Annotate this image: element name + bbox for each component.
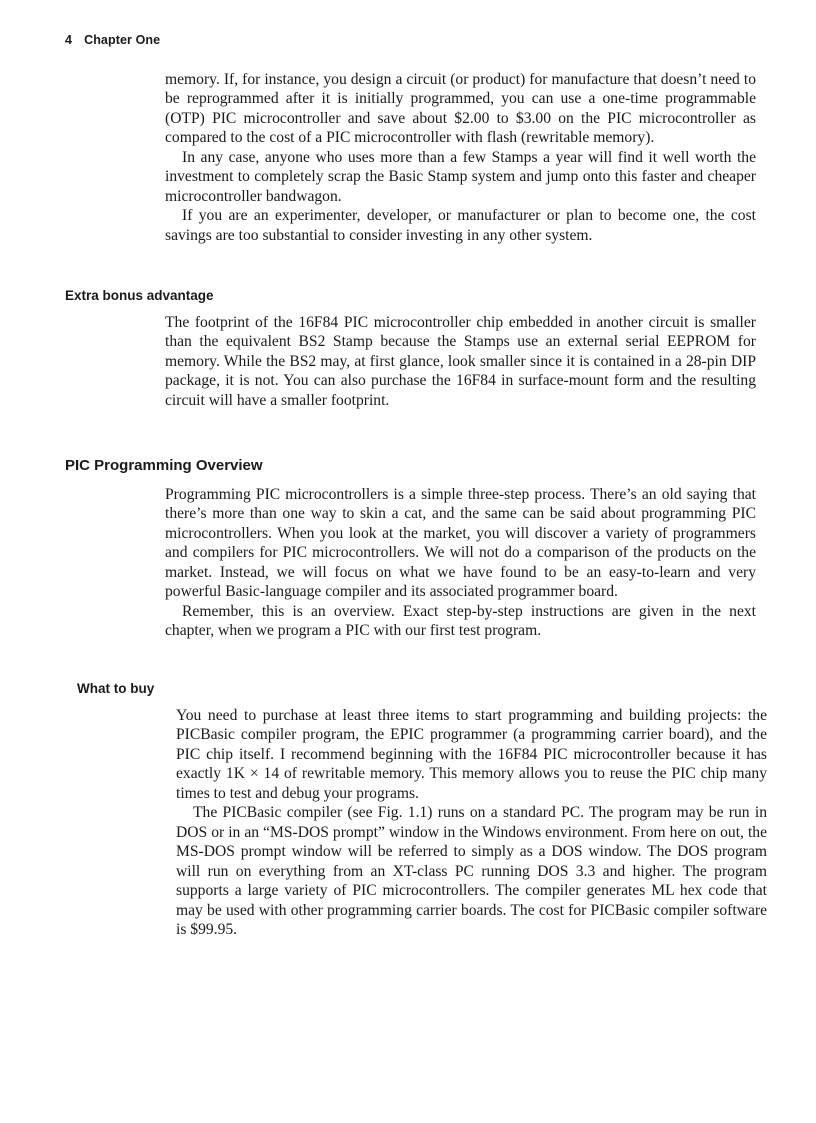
overview-text-block	[165, 485, 756, 641]
paragraph-stamps: In any case, anyone who uses more than a few Stamps a year will find it well worth the investment to completely scrap the Basic Stamp system and jump onto this faster and cheaper microcontroller bandwagon.	[165, 148, 756, 205]
running-head	[65, 33, 160, 47]
paragraph-compiler: The PICBasic compiler (see Fig. 1.1) runs on a standard PC. The program may be run in DOS or in an “MS-DOS prompt” window in the Windows environment. From here on out, the MS-DOS prompt window will be referred to simply as a DOS window. The DOS program will run on everything from an XT-class PC running DOS 3.3 and higher. The program supports a large variety of PIC microcontrollers. The compiler generates ML hex code that may be used with other programming carrier boards. The cost for PICBasic compiler software is $99.95.	[176, 804, 767, 938]
paragraph-footprint: The footprint of the 16F84 PIC microcontroller chip embedded in another circuit is smaller than the equivalent BS2 Stamp because the Stamps use an external serial EEPROM for memory. While the BS2 may, at first glance, look smaller since it is contained in a 28-pin DIP package, it is not. You can also purchase the 16F84 in surface-mount form and the resulting circuit will have a smaller footprint.	[165, 314, 756, 409]
heading-what-to-buy: What to buy	[77, 681, 155, 696]
what-to-buy-text-block	[176, 706, 767, 939]
paragraph-purchase: You need to purchase at least three items to start programming and building projects: the PICBasic compiler program, the EPIC programmer (a programming carrier board), and the PIC chip itself. I recommend beginning with the 16F84 PIC microcontroller because it has exactly 1K × 14 of rewritable memory. This memory allows you to reuse the PIC chip many times to test and debug your programs.	[176, 707, 767, 802]
intro-text-block	[165, 70, 756, 245]
paragraph-three-step: Programming PIC microcontrollers is a simple three-step process. There’s an old saying that there’s more than one way to skin a cat, and the same can be said about programming PIC microcontrollers. When you look at the market, you will discover a variety of programmers and compilers for PIC microcontrollers. We will not do a comparison of the products on the market. Instead, we will focus on what we have found to be an easy-to-learn and very powerful Basic-language compiler and its associated programmer board.	[165, 486, 756, 601]
page-number: 4	[65, 33, 73, 47]
paragraph-remember: Remember, this is an overview. Exact step-by-step instructions are given in the next chapter, when we program a PIC with our first test program.	[165, 602, 756, 640]
heading-pic-programming-overview: PIC Programming Overview	[65, 457, 263, 474]
chapter-title: Chapter One	[84, 33, 161, 47]
paragraph-memory: memory. If, for instance, you design a circuit (or product) for manufacture that doesn’t need to be reprogrammed after it is initially programmed, you can use a one-time programmable (OTP) PIC microcontroller and save about $2.00 to $3.00 on the PIC microcontroller as compared to the cost of a PIC microcontroller with flash (rewritable memory).	[165, 71, 756, 147]
heading-extra-bonus-advantage: Extra bonus advantage	[65, 288, 214, 303]
paragraph-experimenter: If you are an experimenter, developer, or manufacturer or plan to become one, the cost savings are too substantial to consider investing in any other system.	[165, 207, 756, 244]
extra-bonus-text-block	[165, 313, 756, 410]
